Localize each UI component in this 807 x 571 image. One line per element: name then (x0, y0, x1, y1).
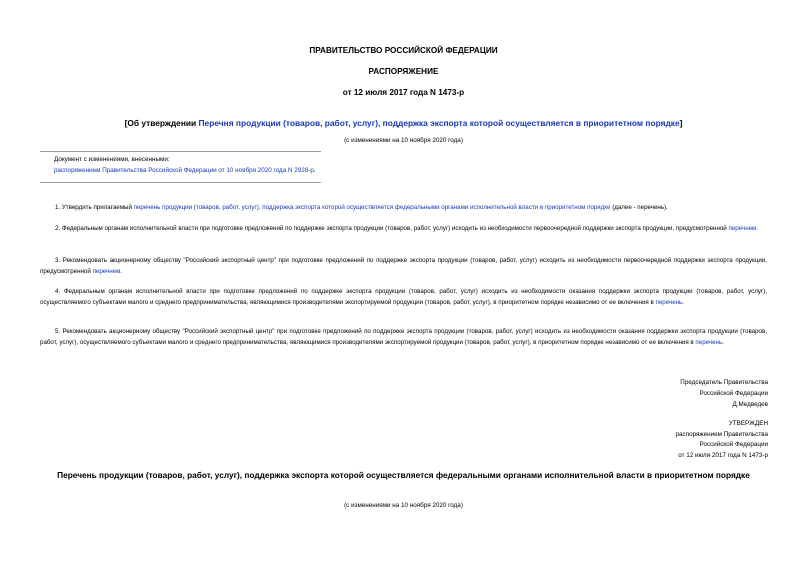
paragraph-3-text-a: 3. Рекомендовать акционерному обществу "Российский экспортный центр" при подготовке предложений по поддержке экспорта продукции (товаров, работ, услуг) исходить из необходимости первоочередной поддержки экспорта продукции, предусмотренной (40, 257, 767, 275)
document-title (0, 118, 807, 128)
changes-note: (с изменениями на 10 ноября 2020 года) (344, 137, 463, 144)
government-heading: ПРАВИТЕЛЬСТВО РОССИЙСКОЙ ФЕДЕРАЦИИ (309, 46, 498, 55)
signature-country: Российской Федерации (699, 390, 768, 397)
amend-note-link[interactable]: распоряжением Правительства Российской Федерации от 10 ноября 2020 года N 2928-р (54, 167, 314, 174)
paragraph-2-text-b: . (756, 225, 759, 232)
paragraph-4-text-b: . (682, 298, 685, 306)
paragraph-2-text-a: 2. Федеральным органам исполнительной власти при подготовке предложений по поддержке экспорта продукции (товаров, работ, услуг) исходить из необходимости первоочередной поддержки экспорта продукции, предусмотренной (55, 225, 729, 232)
title-link[interactable]: Перечня продукции (товаров, работ, услуг), поддержка экспорта которой осуществляется в приоритетном порядке (198, 118, 680, 128)
approved-date-number: от 12 июля 2017 года N 1473-р (678, 452, 768, 459)
list-changes-note: (с изменениями на 10 ноября 2020 года) (344, 502, 463, 509)
document-type-heading: РАСПОРЯЖЕНИЕ (368, 67, 439, 76)
divider-bottom (40, 182, 321, 183)
paragraph-4-text-a: 4. Федеральным органам исполнительной власти при подготовке предложений по поддержке экспорта продукции (товаров, работ, услуг) исходить из необходимости оказания поддержки экспорта продукции (товаров, работ, услуг), осуществляемого субъектами малого и среднего предпринимательства, являющимися производителями экспортируемой продукции (товаров, работ, услуг), в приоритетном порядке независимо от ее включения в (40, 288, 767, 306)
paragraph-3 (40, 256, 767, 277)
paragraph-5-text-a: 5. Рекомендовать акционерному обществу "Российский экспортный центр" при подготовке предложений по поддержке экспорта продукции (товаров, работ, услуг) исходить из необходимости оказания поддержки экспорта продукции (товаров, работ, услуг), осуществляемого субъектами малого и среднего предпринимательства, являющимися производителями экспортируемой продукции (товаров, работ, услуг), в приоритетном порядке независимо от ее включения в (40, 328, 767, 346)
signature-name: Д.Медведев (732, 401, 768, 408)
paragraph-2 (40, 224, 767, 235)
approved-by: распоряжением Правительства (675, 431, 768, 438)
document-date-number: от 12 июля 2017 года N 1473-р (342, 88, 465, 97)
paragraph-4-link[interactable]: перечень (655, 298, 683, 306)
paragraph-5-text-b: . (722, 338, 724, 346)
list-title: Перечень продукции (товаров, работ, услуг), поддержка экспорта которой осуществляется федеральными органами исполнительной власти в приоритетном порядке (57, 470, 750, 480)
signature-position: Председатель Правительства (680, 379, 768, 386)
paragraph-4 (40, 287, 767, 308)
amend-note-line (54, 167, 316, 174)
approved-label: УТВЕРЖДЕН (728, 420, 768, 427)
paragraph-1 (40, 203, 767, 214)
approved-country: Российской Федерации (699, 441, 768, 448)
title-open-bracket: [Об утверждении (124, 118, 199, 128)
divider-top (40, 151, 321, 152)
paragraph-1-link[interactable]: перечень продукции (товаров, работ, услуг), поддержка экспорта которой осуществляется федеральными органами исполнительной власти в приоритетном порядке (133, 204, 611, 211)
paragraph-1-text-a: 1. Утвердить прилагаемый (55, 204, 134, 211)
paragraph-5 (40, 327, 767, 348)
paragraph-2-link[interactable]: перечнем (728, 225, 757, 232)
paragraph-3-link[interactable]: перечнем (92, 267, 121, 275)
amend-note-label: Документ с изменениями, внесенными: (54, 156, 170, 163)
paragraph-5-link[interactable]: перечень (695, 338, 723, 346)
amend-note-end: . (313, 167, 316, 174)
paragraph-3-text-b: . (120, 267, 123, 275)
title-close-bracket: ] (679, 118, 683, 128)
paragraph-1-text-b: (далее - перечень). (610, 204, 668, 211)
